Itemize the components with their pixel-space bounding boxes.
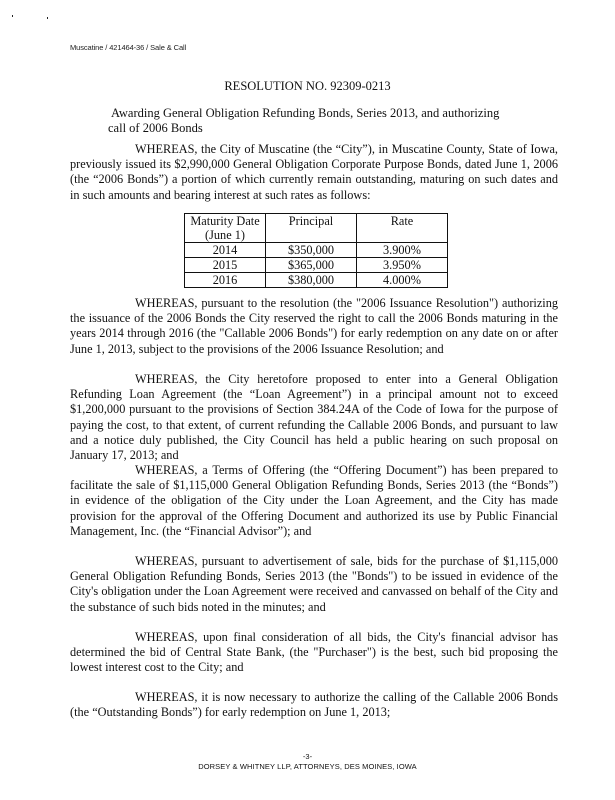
page-number: -3-	[302, 752, 313, 761]
whereas-paragraph-5: WHEREAS, pursuant to advertisement of sale, bids for the purchase of $1,115,000 General Obligation Refunding Bonds, Series 2013 (the "Bonds") to be issued in evidence of the City's obligation under the Loan Agreement were received and canvassed on behalf of the City and the substance of such bids noted in the minutes; and	[70, 554, 558, 614]
subtitle-line-2: call of 2006 Bonds	[108, 121, 203, 135]
table-row	[185, 258, 448, 273]
resolution-title: RESOLUTION NO. 92309-0213	[224, 79, 391, 93]
cell-year: 2014	[185, 243, 266, 258]
resolution-subtitle	[108, 106, 531, 136]
whereas-paragraph-1: WHEREAS, the City of Muscatine (the “City”), in Muscatine County, State of Iowa, previously issued its $2,990,000 General Obligation Corporate Purpose Bonds, dated June 1, 2006 (the “2006 Bonds”) a portion of which currently remain outstanding, maturing on such dates and in such amounts and bearing interest at such rates as follows:	[70, 142, 558, 202]
header-maturity-date: Maturity Date (June 1)	[185, 214, 266, 243]
scan-speck	[12, 15, 13, 17]
whereas-paragraph-4: WHEREAS, a Terms of Offering (the “Offering Document”) has been prepared to facilitate the sale of $1,115,000 General Obligation Refunding Bonds, Series 2013 (the “Bonds”) in evidence of the obligation of the City under the Loan Agreement, and the City has made provision for the approval of the Offering Document and authorized its use by Public Financial Management, Inc. (the “Financial Advisor”); and	[70, 463, 558, 538]
cell-principal: $380,000	[266, 273, 357, 288]
footer-firm: DORSEY & WHITNEY LLP, ATTORNEYS, DES MOINES, IOWA	[198, 762, 417, 771]
whereas-paragraph-3: WHEREAS, the City heretofore proposed to enter into a General Obligation Refunding Loan Agreement (the “Loan Agreement”) in a principal amount not to exceed $1,200,000 pursuant to the provisions of Section 384.24A of the Code of Iowa for the purpose of paying the cost, to that extent, of current refunding the Callable 2006 Bonds, and pursuant to law and a notice duly published, the City Council has held a public hearing on such proposal on January 17, 2013; and	[70, 372, 558, 463]
cell-rate: 3.900%	[357, 243, 448, 258]
cell-year: 2015	[185, 258, 266, 273]
scan-speck	[47, 17, 48, 19]
cell-rate: 4.000%	[357, 273, 448, 288]
cell-principal: $365,000	[266, 258, 357, 273]
maturity-table	[184, 213, 448, 288]
cell-principal: $350,000	[266, 243, 357, 258]
table-row	[185, 273, 448, 288]
subtitle-line-1: Awarding General Obligation Refunding Bonds, Series 2013, and authorizing	[111, 106, 500, 120]
header-principal: Principal	[266, 214, 357, 243]
cell-rate: 3.950%	[357, 258, 448, 273]
document-reference: Muscatine / 421464-36 / Sale & Call	[70, 43, 187, 52]
whereas-paragraph-7: WHEREAS, it is now necessary to authorize the calling of the Callable 2006 Bonds (the “Outstanding Bonds”) for early redemption on June 1, 2013;	[70, 690, 558, 720]
cell-year: 2016	[185, 273, 266, 288]
whereas-paragraph-6: WHEREAS, upon final consideration of all bids, the City's financial advisor has determined the bid of Central State Bank, (the "Purchaser") is the best, such bid proposing the lowest interest cost to the City; and	[70, 630, 558, 675]
table-row	[185, 243, 448, 258]
whereas-paragraph-2: WHEREAS, pursuant to the resolution (the "2006 Issuance Resolution") authorizing the issuance of the 2006 Bonds the City reserved the right to call the 2006 Bonds maturing in the years 2014 through 2016 (the "Callable 2006 Bonds") for early redemption on any date on or after June 1, 2013, subject to the provisions of the 2006 Issuance Resolution; and	[70, 296, 558, 356]
header-rate: Rate	[357, 214, 448, 243]
table-header-row	[185, 214, 448, 243]
